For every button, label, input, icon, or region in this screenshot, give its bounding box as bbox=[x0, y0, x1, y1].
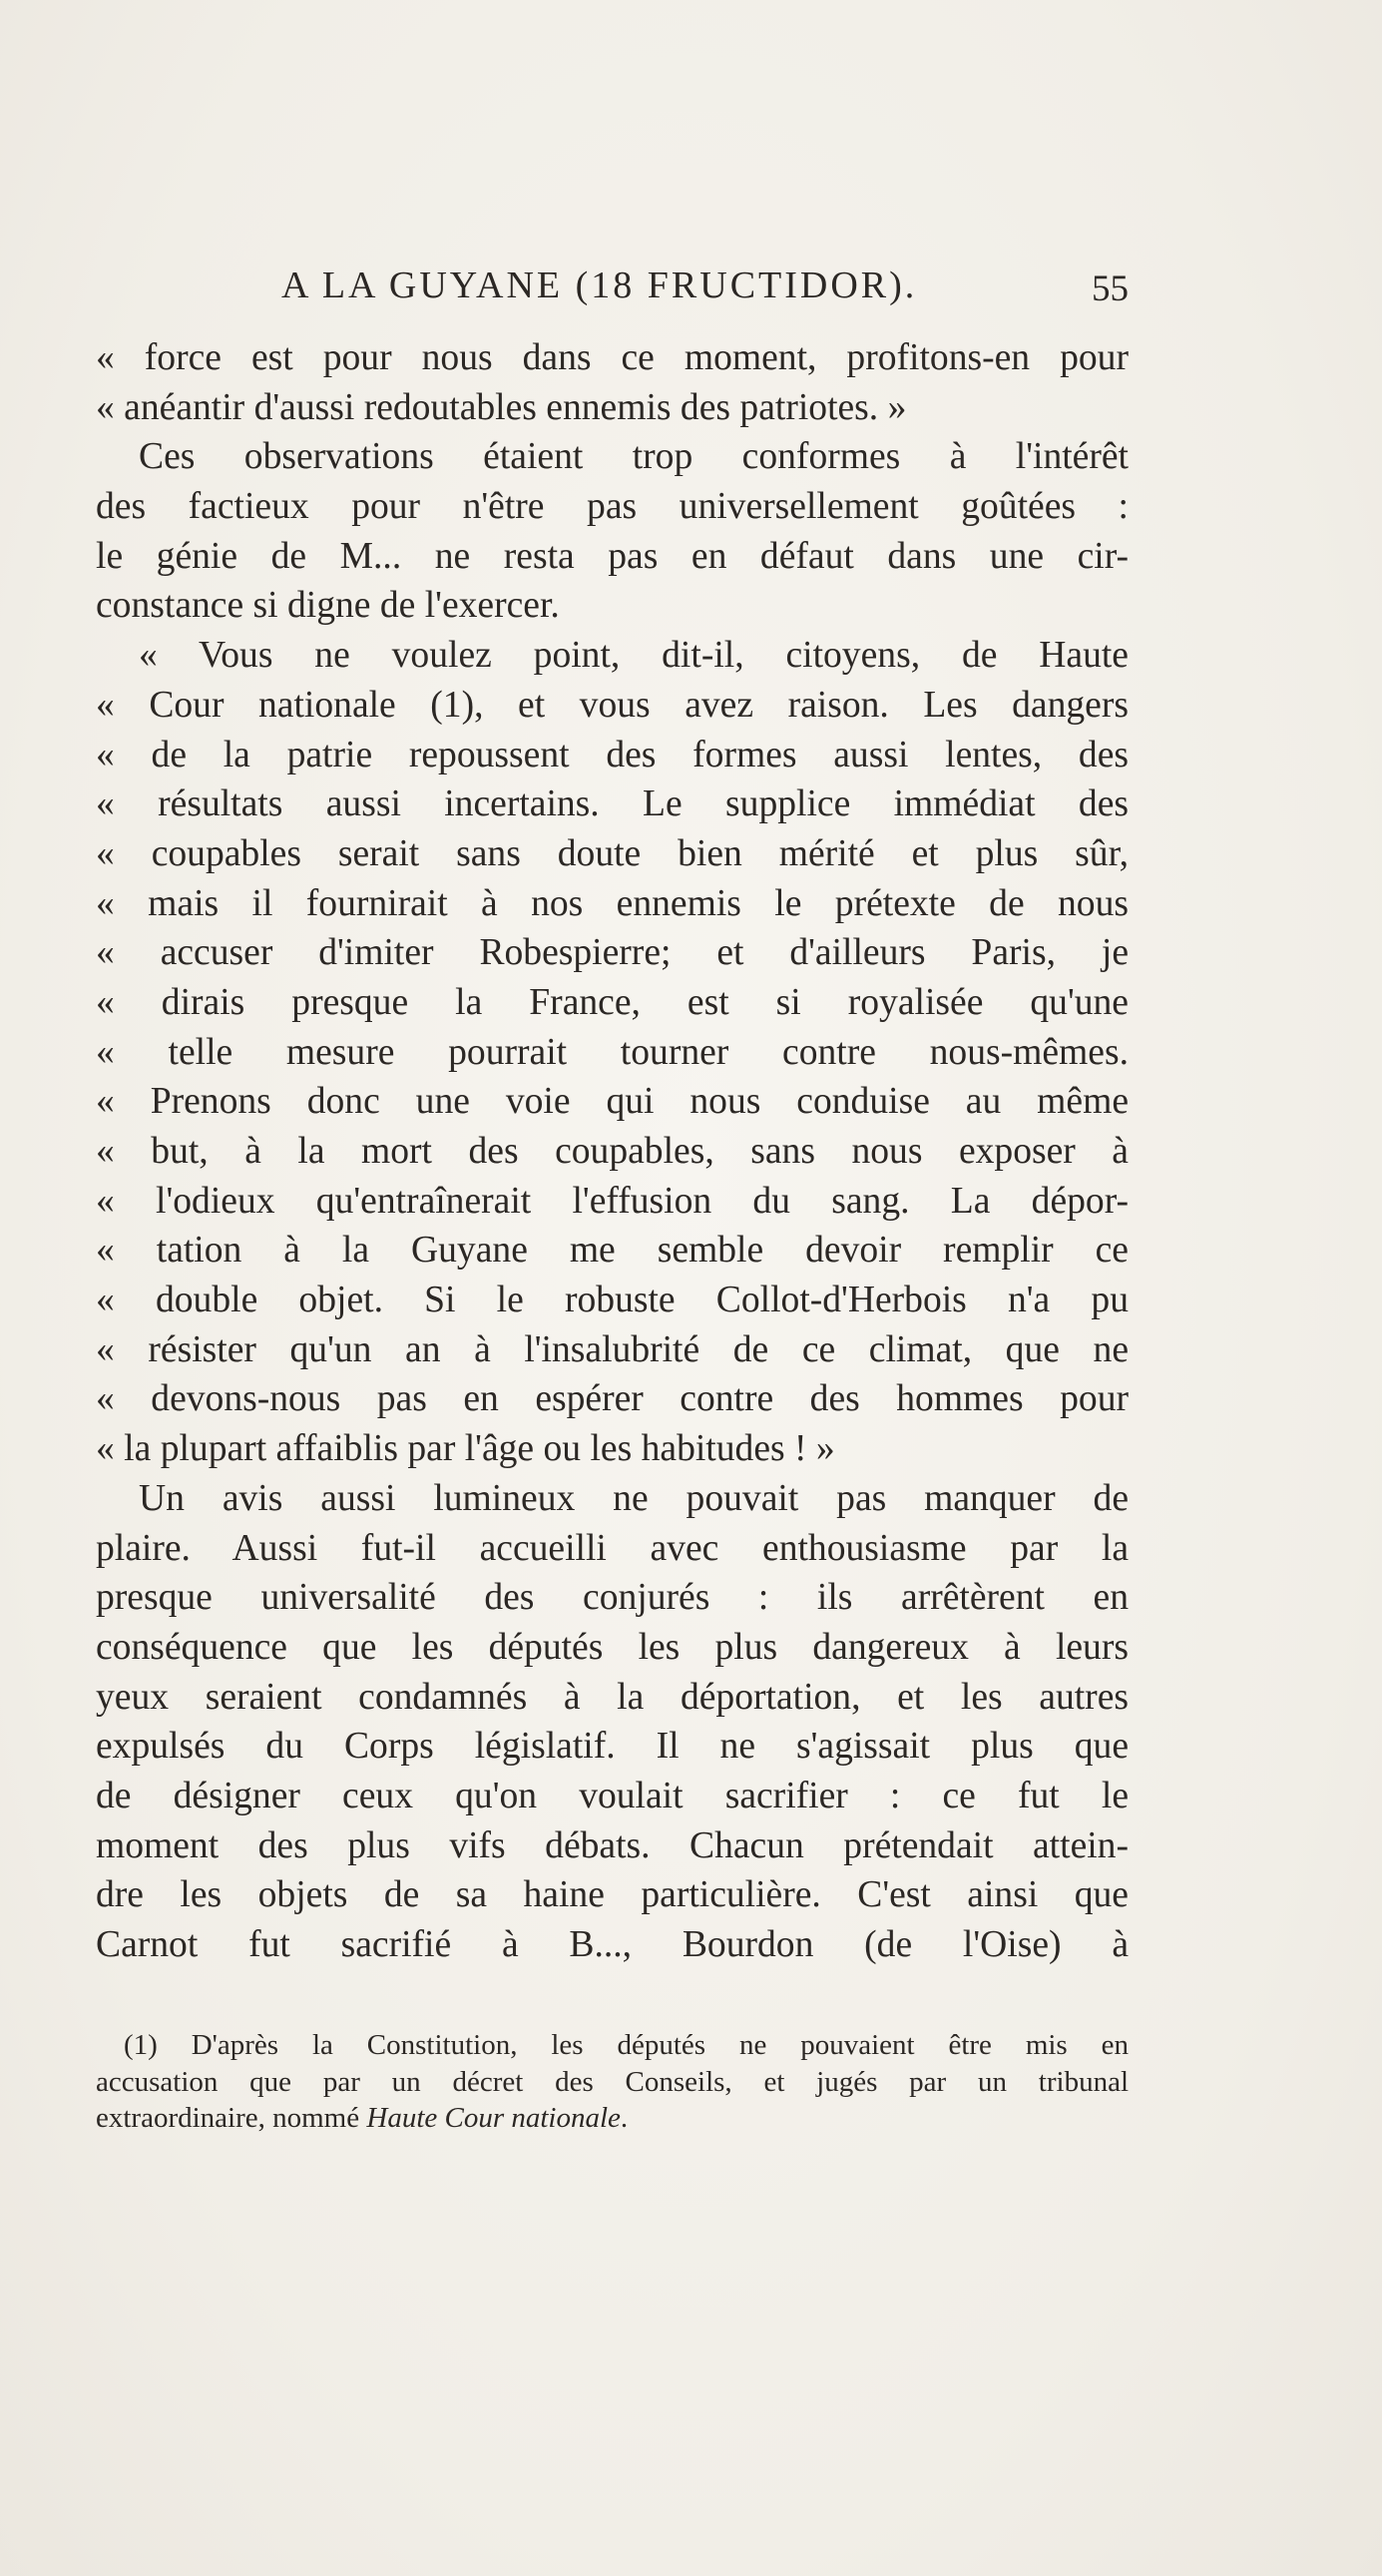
text-line: « force est pour nous dans ce moment, profitons-en pour bbox=[96, 337, 1129, 378]
text-line: Un avis aussi lumineux ne pouvait pas manquer de bbox=[139, 1477, 1129, 1519]
text-line: Ces observations étaient trop conformes à l'intérêt bbox=[139, 436, 1129, 478]
text-line: « accuser d'imiter Robespierre; et d'ailleurs Paris, je bbox=[96, 932, 1129, 974]
text-line: dre les objets de sa haine particulière. C'est ainsi que bbox=[96, 1874, 1129, 1916]
footnote-period: . bbox=[620, 2102, 629, 2134]
text-line: le génie de M... ne resta pas en défaut dans une cir- bbox=[96, 535, 1129, 577]
running-head: A LA GUYANE (18 FRUCTIDOR). bbox=[281, 264, 918, 306]
page-header bbox=[96, 263, 1129, 313]
footnote-line: accusation que par un décret des Conseils, et jugés par un tribunal bbox=[96, 2065, 1129, 2098]
text-line: « l'odieux qu'entraînerait l'effusion du sang. La dépor- bbox=[96, 1180, 1129, 1222]
text-line: « résister qu'un an à l'insalubrité de ce climat, que ne bbox=[96, 1328, 1129, 1370]
text-line: constance si digne de l'exercer. bbox=[96, 585, 560, 627]
text-line: « telle mesure pourrait tourner contre nous-mêmes. bbox=[96, 1031, 1129, 1073]
text-line: « double objet. Si le robuste Collot-d'Herbois n'a pu bbox=[96, 1280, 1129, 1321]
text-line: conséquence que les députés les plus dangereux à leurs bbox=[96, 1626, 1129, 1668]
footnote bbox=[96, 2027, 1129, 2137]
footnote-emphasis: Haute Cour nationale bbox=[366, 2102, 621, 2134]
text-line: Carnot fut sacrifié à B..., Bourdon (de l'Oise) à bbox=[96, 1924, 1129, 1965]
text-line: « Cour nationale (1), et vous avez raison. Les dangers bbox=[96, 684, 1129, 726]
text-line: « la plupart affaiblis par l'âge ou les habitudes ! » bbox=[96, 1428, 835, 1470]
text-line: yeux seraient condamnés à la déportation, et les autres bbox=[96, 1676, 1129, 1718]
text-line: « coupables serait sans doute bien mérité et plus sûr, bbox=[96, 832, 1129, 874]
page-number: 55 bbox=[1092, 268, 1129, 309]
text-line: presque universalité des conjurés : ils arrêtèrent en bbox=[96, 1577, 1129, 1619]
text-line: « anéantir d'aussi redoutables ennemis des patriotes. » bbox=[96, 386, 907, 428]
text-line: des factieux pour n'être pas universellement goûtées : bbox=[96, 486, 1129, 528]
text-line: expulsés du Corps législatif. Il ne s'agissait plus que bbox=[96, 1726, 1129, 1768]
text-line: « but, à la mort des coupables, sans nous exposer à bbox=[96, 1131, 1129, 1172]
text-line: « tation à la Guyane me semble devoir remplir ce bbox=[96, 1230, 1129, 1272]
text-line: de désigner ceux qu'on voulait sacrifier : ce fut le bbox=[96, 1775, 1129, 1816]
text-line: « Prenons donc une voie qui nous conduise au même bbox=[96, 1081, 1129, 1123]
footnote-text: extraordinaire, nommé bbox=[96, 2102, 367, 2134]
text-line: « Vous ne voulez point, dit-il, citoyens, de Haute bbox=[139, 635, 1129, 677]
text-line: « devons-nous pas en espérer contre des hommes pour bbox=[96, 1378, 1129, 1420]
text-line: « mais il fournirait à nos ennemis le prétexte de nous bbox=[96, 882, 1129, 924]
footnote-line: (1) D'après la Constitution, les députés ne pouvaient être mis en bbox=[124, 2029, 1129, 2061]
text-line: « résultats aussi incertains. Le supplice immédiat des bbox=[96, 783, 1129, 825]
text-line: « de la patrie repoussent des formes aussi lentes, des bbox=[96, 734, 1129, 775]
footnote-line bbox=[96, 2100, 1129, 2137]
text-line: « dirais presque la France, est si royalisée qu'une bbox=[96, 981, 1129, 1023]
body-text bbox=[96, 333, 1129, 1970]
text-line: moment des plus vifs débats. Chacun prétendait attein- bbox=[96, 1824, 1129, 1866]
text-line: plaire. Aussi fut-il accueilli avec enthousiasme par la bbox=[96, 1527, 1129, 1569]
